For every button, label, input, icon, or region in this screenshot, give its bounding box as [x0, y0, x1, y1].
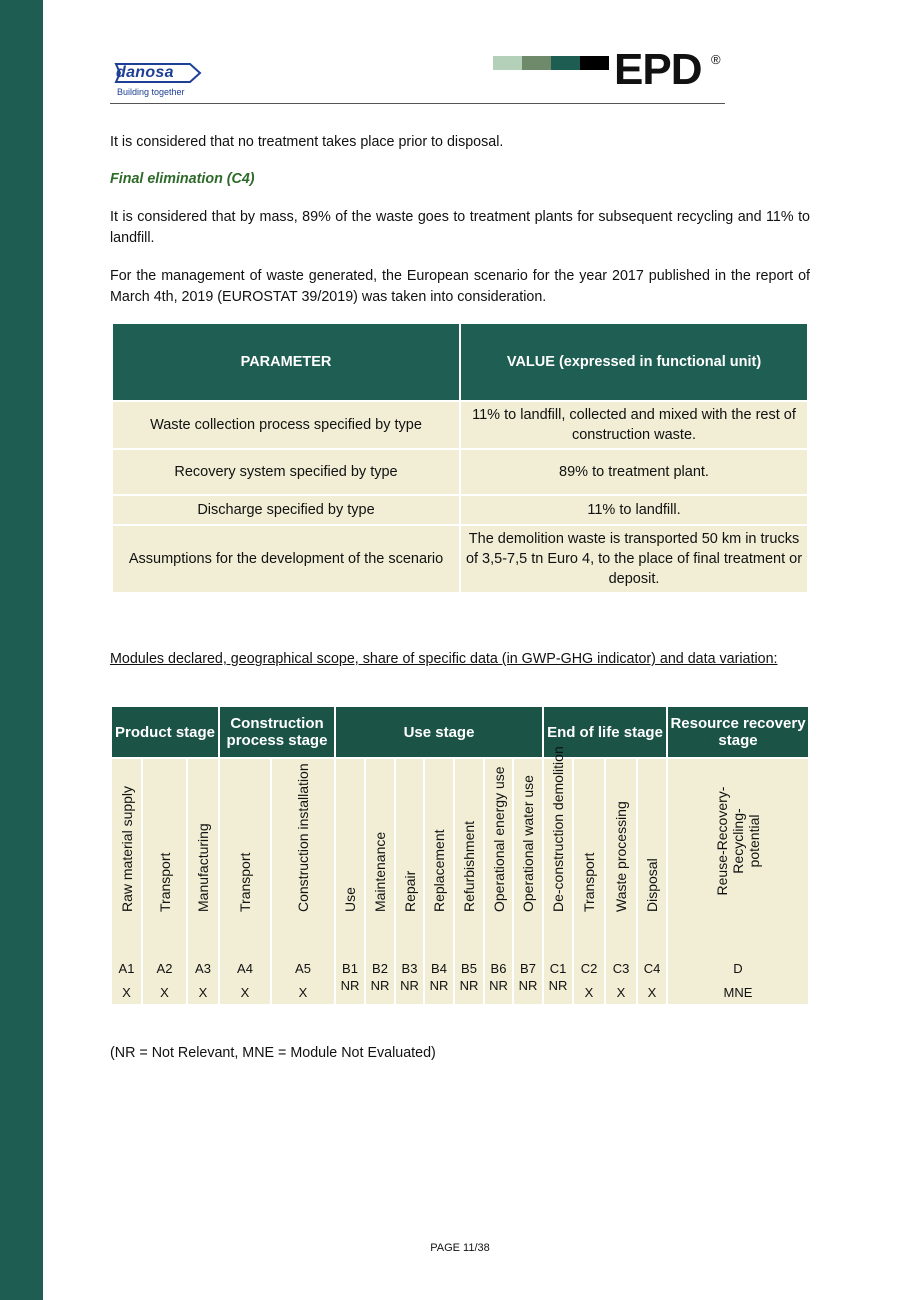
module-value: X: [240, 985, 250, 1000]
module-code: B5: [461, 961, 477, 976]
module-label: Reuse-Recovery-Recycling-potential: [714, 786, 762, 896]
value-cell: 11% to landfill, collected and mixed with the rest of construction waste.: [461, 402, 807, 448]
module-code: D: [733, 961, 743, 976]
module-code: B7: [520, 961, 536, 976]
module-label: Refurbishment: [461, 820, 477, 912]
epd-logo: EPD: [614, 45, 702, 94]
value-cell: The demolition waste is transported 50 km in trucks of 3,5-7,5 tn Euro 4, to the place of final treatment or deposit.: [461, 526, 807, 592]
module-code: A4: [237, 961, 253, 976]
param-cell: Waste collection process specified by type: [113, 402, 459, 448]
module-value: X: [198, 985, 208, 1000]
stage-group-header: Resource recovery stage: [668, 707, 808, 757]
module-column: [396, 759, 423, 1004]
module-label: Construction installation: [295, 763, 311, 912]
module-code: B4: [431, 961, 447, 976]
color-bar: [522, 56, 551, 70]
modules-table: [112, 707, 808, 1004]
module-value: X: [298, 985, 308, 1000]
paragraph-scenario: For the management of waste generated, the European scenario for the year 2017 published in the report of March 4th, 2019 (EUROSTAT 39/2019) was taken into consideration.: [110, 268, 810, 305]
logo-text: danosa: [116, 64, 174, 81]
module-label: Transport: [156, 852, 173, 912]
module-label: Transport: [581, 852, 597, 912]
module-column: [336, 759, 364, 1004]
module-code: B6: [490, 961, 507, 976]
module-label: Use: [342, 887, 358, 912]
module-code: A2: [156, 961, 173, 976]
module-label: Waste processing: [613, 801, 629, 912]
module-value: X: [647, 985, 657, 1000]
module-code: C3: [612, 961, 630, 976]
module-label: Operational water use: [520, 775, 536, 912]
module-code: C2: [580, 961, 598, 976]
logo-tagline: Building together: [117, 87, 185, 97]
module-value: MNE: [723, 985, 753, 1000]
stage-group-header: Use stage: [336, 707, 542, 757]
module-value: NR: [459, 978, 479, 993]
module-column: [455, 759, 483, 1004]
module-label: Manufacturing: [195, 823, 211, 912]
stage-group-header: Construction process stage: [220, 707, 334, 757]
module-value: X: [160, 985, 169, 1000]
module-column: [220, 759, 270, 1004]
module-column: [188, 759, 218, 1004]
color-bar: [493, 56, 522, 70]
module-code: A5: [295, 961, 311, 976]
param-cell: Discharge specified by type: [113, 496, 459, 524]
module-column: [485, 759, 512, 1004]
modules-title: Modules declared, geographical scope, share of specific data (in GWP-GHG indicator) and data variation:: [110, 651, 778, 667]
header-value: VALUE (expressed in functional unit): [461, 324, 807, 400]
module-value: NR: [340, 978, 360, 993]
stage-group-header: End of life stage: [544, 707, 666, 757]
module-column: [668, 759, 808, 1004]
legend-note: (NR = Not Relevant, MNE = Module Not Evaluated): [110, 1045, 436, 1061]
paragraph-waste: It is considered that by mass, 89% of the waste goes to treatment plants for subsequent recycling and 11% to landfill.: [110, 209, 810, 246]
module-code: B2: [372, 961, 388, 976]
epd-color-bars: [493, 56, 609, 70]
module-value: X: [122, 985, 131, 1000]
module-column: [112, 759, 141, 1004]
paragraph-treatment: It is considered that no treatment takes place prior to disposal.: [110, 134, 504, 150]
module-label: Raw material supply: [118, 785, 135, 912]
module-column: [544, 746, 572, 1004]
module-label: Maintenance: [372, 831, 388, 912]
section-heading: Final elimination (C4): [110, 171, 255, 187]
module-code: B1: [342, 961, 358, 976]
param-cell: Recovery system specified by type: [113, 450, 459, 494]
sidebar-band: [0, 0, 43, 1300]
module-column: [514, 759, 542, 1004]
module-value: X: [616, 985, 626, 1000]
param-cell: Assumptions for the development of the scenario: [113, 526, 459, 592]
module-column: [143, 759, 186, 1004]
module-label: Transport: [237, 852, 253, 912]
module-column: [366, 759, 394, 1004]
module-column: [638, 759, 666, 1004]
module-label: De-construction demolition: [550, 746, 566, 912]
module-label: Disposal: [644, 858, 660, 912]
module-column: [606, 759, 636, 1004]
module-value: NR: [518, 978, 538, 993]
module-code: C4: [643, 961, 661, 976]
parameter-table: [111, 322, 809, 594]
module-value: NR: [489, 978, 508, 993]
module-value: NR: [429, 978, 449, 993]
danosa-logo: [110, 62, 210, 100]
header-parameter: PARAMETER: [113, 324, 459, 400]
module-column: [574, 759, 604, 1004]
module-code: A3: [195, 961, 211, 976]
header-divider: [110, 103, 725, 104]
color-bar: [580, 56, 609, 70]
module-column: [272, 759, 334, 1004]
module-value: X: [584, 985, 594, 1000]
module-code: C1: [549, 961, 567, 976]
stage-group-header: Product stage: [112, 707, 218, 757]
module-value: NR: [548, 978, 568, 993]
registered-mark: ®: [711, 52, 721, 67]
module-label: Operational energy use: [490, 766, 507, 912]
module-label: Replacement: [431, 829, 447, 912]
value-cell: 89% to treatment plant.: [461, 450, 807, 494]
color-bar: [551, 56, 580, 70]
value-cell: 11% to landfill.: [461, 496, 807, 524]
page-number: PAGE 11/38: [430, 1242, 490, 1254]
module-label: Repair: [401, 870, 418, 912]
module-code: B3: [401, 961, 418, 976]
module-column: [425, 759, 453, 1004]
module-value: NR: [400, 978, 419, 993]
module-value: NR: [370, 978, 390, 993]
module-code: A1: [118, 961, 135, 976]
